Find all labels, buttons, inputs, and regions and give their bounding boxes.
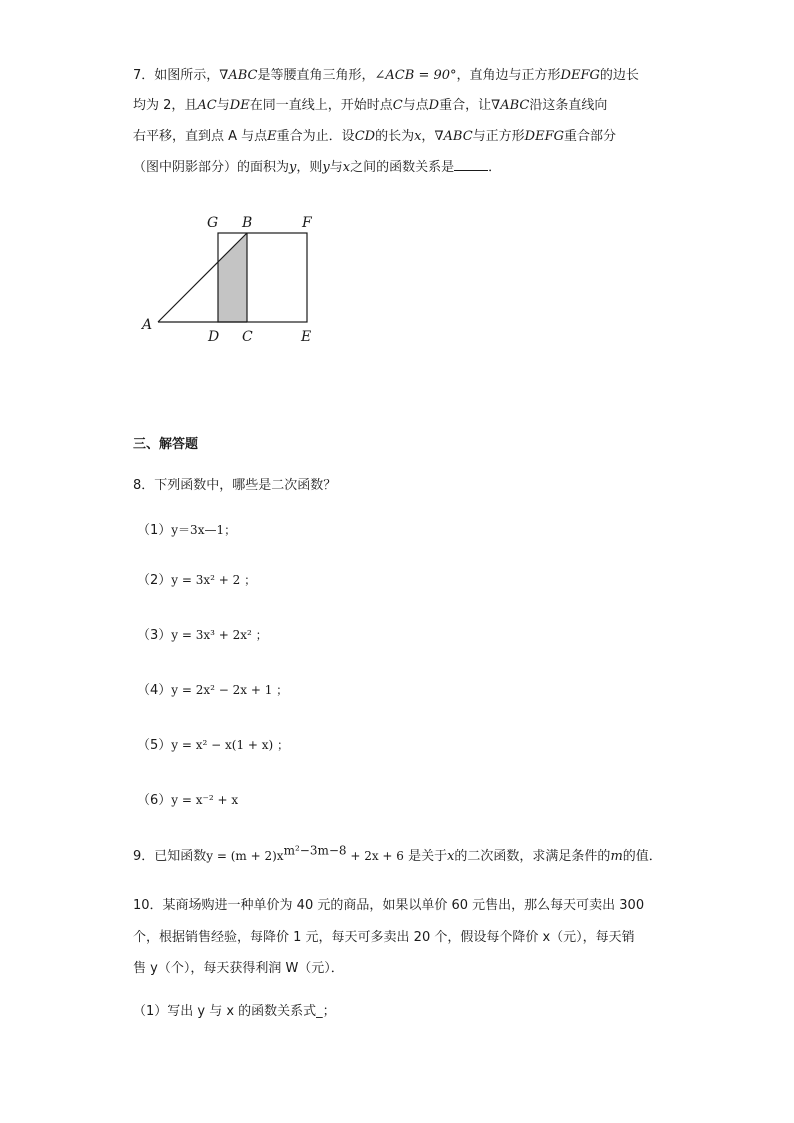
variable-x: x xyxy=(447,849,455,864)
variable-x: x xyxy=(414,129,422,144)
label-a: A xyxy=(142,317,153,333)
item-number: （1） xyxy=(137,523,172,538)
item-number: （3） xyxy=(137,628,172,643)
q7-text: 与 xyxy=(329,160,343,175)
q7-text: 与 xyxy=(216,98,230,113)
q9-text: 是关于 xyxy=(403,849,448,864)
q10-line-1: 10．某商场购进一种单价为 40 元的商品，如果以单价 60 元售出，那么每天可卖出 300 xyxy=(133,898,645,913)
label-b: B xyxy=(242,215,253,231)
item-expression: y = x² − x(1 + x) ； xyxy=(171,738,290,752)
item-expression: y = 2x² − 2x + 1 ； xyxy=(171,683,289,697)
q7-text: 均为 2，且 xyxy=(133,98,198,113)
square-name: DEFG xyxy=(560,68,600,83)
geometry-figure xyxy=(130,205,330,355)
q7-line-2 xyxy=(133,96,607,116)
q7-line-3 xyxy=(133,127,616,147)
q7-text: 与正方形 xyxy=(472,129,525,144)
segment-ac: AC xyxy=(197,98,217,113)
q7-text: ，则 xyxy=(296,160,323,175)
point-e: E xyxy=(267,129,277,144)
variable-y: y xyxy=(289,160,297,175)
triangle-symbol: ∇ABC xyxy=(491,98,530,113)
segment-de: DE xyxy=(229,98,250,113)
item-number: （5） xyxy=(137,738,172,753)
label-d: D xyxy=(208,329,220,345)
q9-text: 的二次函数，求满足条件的 xyxy=(454,849,611,864)
q9-exponent: m²−3m−8 xyxy=(283,843,347,858)
section-heading: 三、解答题 xyxy=(133,437,199,452)
label-e: E xyxy=(301,329,312,345)
q10-sub-1: （1）写出 y 与 x 的函数关系式_； xyxy=(133,1004,336,1019)
item-number: （4） xyxy=(137,683,172,698)
q10-line-3: 售 y（个），每天获得利润 W（元）． xyxy=(133,961,344,976)
q9-expression: y = (m + 2)x xyxy=(206,849,284,863)
square-name: DEFG xyxy=(524,129,564,144)
answer-blank[interactable] xyxy=(454,158,488,171)
item-expression: y = 3x² + 2 ； xyxy=(171,573,257,587)
q10-line-2: 个，根据销售经验，每降价 1 元，每天可多卖出 20 个，假设每个降价 x（元），每天销 xyxy=(133,930,635,945)
q7-text: ． xyxy=(488,160,502,175)
q7-text: 的长为 xyxy=(375,129,415,144)
q8-stem: 8．下列函数中，哪些是二次函数？ xyxy=(133,478,337,493)
q7-text: 重合，让 xyxy=(439,98,492,113)
item-expression: y = x⁻² + x xyxy=(171,793,239,807)
q8-item-1 xyxy=(137,520,236,541)
q7-text: 如图所示， xyxy=(154,68,220,83)
triangle-symbol: ∇ABC xyxy=(219,68,258,83)
label-g: G xyxy=(207,215,219,231)
q7-text: （图中阴影部分）的面积为 xyxy=(133,160,290,175)
item-expression: y＝3x—1； xyxy=(171,523,237,537)
item-number: （2） xyxy=(137,573,172,588)
point-c: C xyxy=(392,98,403,113)
q7-line-4 xyxy=(133,158,501,178)
variable-y: y xyxy=(322,160,330,175)
q7-text: 与点 xyxy=(402,98,429,113)
q7-text: ，直角边与正方形 xyxy=(456,68,561,83)
variable-x: x xyxy=(342,160,351,175)
q7-text: 之间的函数关系是 xyxy=(350,160,455,175)
label-c: C xyxy=(242,329,253,345)
q9-text: 的值． xyxy=(622,849,662,864)
q9 xyxy=(133,843,662,867)
q8-item-4 xyxy=(137,680,288,701)
q9-text: 9．已知函数 xyxy=(133,849,207,864)
label-f: F xyxy=(302,215,312,231)
point-d: D xyxy=(428,98,440,113)
q7-text: 沿这条直线向 xyxy=(529,98,608,113)
q7-number: 7． xyxy=(133,68,155,83)
q7-text: 重合部分 xyxy=(564,129,617,144)
q7-text: 是等腰直角三角形， xyxy=(257,68,375,83)
segment-cd: CD xyxy=(354,129,376,144)
q7-text: 的边长 xyxy=(599,68,639,83)
q7-text: 右平移，直到点 A 与点 xyxy=(133,129,268,144)
shaded-overlap-region xyxy=(218,233,247,322)
q7-text: 重合为止．设 xyxy=(276,129,355,144)
q8-item-5 xyxy=(137,735,289,756)
angle-expression: ∠ACB = 90° xyxy=(374,68,457,83)
q8-item-2 xyxy=(137,570,256,591)
variable-m: m xyxy=(610,849,623,864)
q7-text: ， xyxy=(421,129,435,144)
q9-expression: + 2x + 6 xyxy=(346,849,404,863)
q8-item-6 xyxy=(137,790,238,811)
q7-text: 在同一直线上，开始时点 xyxy=(249,98,393,113)
item-number: （6） xyxy=(137,793,172,808)
triangle-symbol: ∇ABC xyxy=(434,129,473,144)
item-expression: y = 3x³ + 2x² ； xyxy=(171,628,268,642)
q8-item-3 xyxy=(137,625,268,646)
q7-line-1 xyxy=(133,66,639,86)
